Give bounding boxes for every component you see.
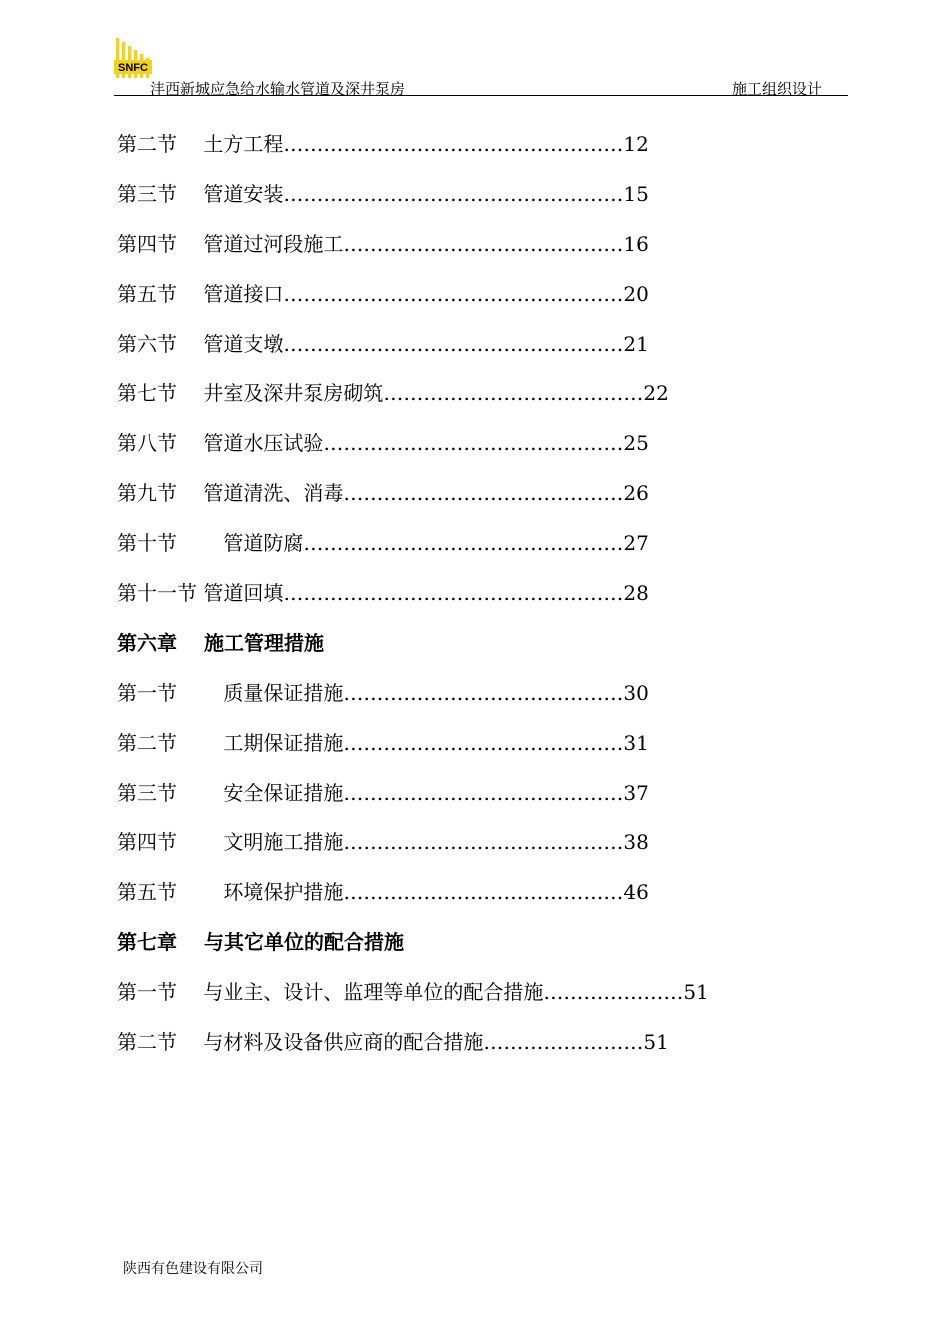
toc-entry[interactable]: 第二节 与材料及设备供应商的配合措施……………………51 xyxy=(117,1030,669,1055)
toc-entry[interactable]: 第五节 管道接口……………………………………………20 xyxy=(117,281,649,306)
toc-entry[interactable]: 第一节 与业主、设计、监理等单位的配合措施…………………51 xyxy=(117,980,709,1005)
footer-company: 陕西有色建设有限公司 xyxy=(123,1261,263,1277)
header-project-title: 沣西新城应急给水输水管道及深井泵房 xyxy=(150,80,406,98)
header-rule xyxy=(114,95,848,96)
toc-entry[interactable]: 第五节 环境保护措施……………………………………46 xyxy=(117,880,649,905)
toc-entry[interactable]: 第四节 管道过河段施工……………………………………16 xyxy=(117,231,649,256)
toc-entry[interactable]: 第九节 管道清洗、消毒……………………………………26 xyxy=(117,481,649,506)
logo-text: SNFC xyxy=(118,62,148,74)
toc-entry[interactable]: 第三节 安全保证措施……………………………………37 xyxy=(117,780,649,805)
toc-entry[interactable]: 第八节 管道水压试验………………………………………25 xyxy=(117,431,649,456)
toc-chapter-heading[interactable]: 第六章 施工管理措施 xyxy=(117,630,324,655)
toc-entry[interactable]: 第六节 管道支墩……………………………………………21 xyxy=(117,331,649,356)
table-of-contents xyxy=(117,120,857,1068)
toc-entry[interactable]: 第四节 文明施工措施……………………………………38 xyxy=(117,830,649,855)
toc-entry[interactable]: 第十节 管道防腐…………………………………………27 xyxy=(117,531,649,556)
toc-entry[interactable]: 第三节 管道安装……………………………………………15 xyxy=(117,181,649,206)
header-doc-type: 施工组织设计 xyxy=(732,80,823,98)
toc-entry[interactable]: 第十一节 管道回填……………………………………………28 xyxy=(117,581,649,606)
company-logo xyxy=(114,36,152,92)
toc-entry[interactable]: 第一节 质量保证措施……………………………………30 xyxy=(117,680,649,705)
toc-entry[interactable]: 第七节 井室及深井泵房砌筑…………………………………22 xyxy=(117,381,669,406)
toc-entry[interactable]: 第二节 土方工程……………………………………………12 xyxy=(117,132,649,156)
toc-chapter-heading[interactable]: 第七章 与其它单位的配合措施 xyxy=(117,930,404,955)
toc-entry[interactable]: 第二节 工期保证措施……………………………………31 xyxy=(117,730,649,755)
